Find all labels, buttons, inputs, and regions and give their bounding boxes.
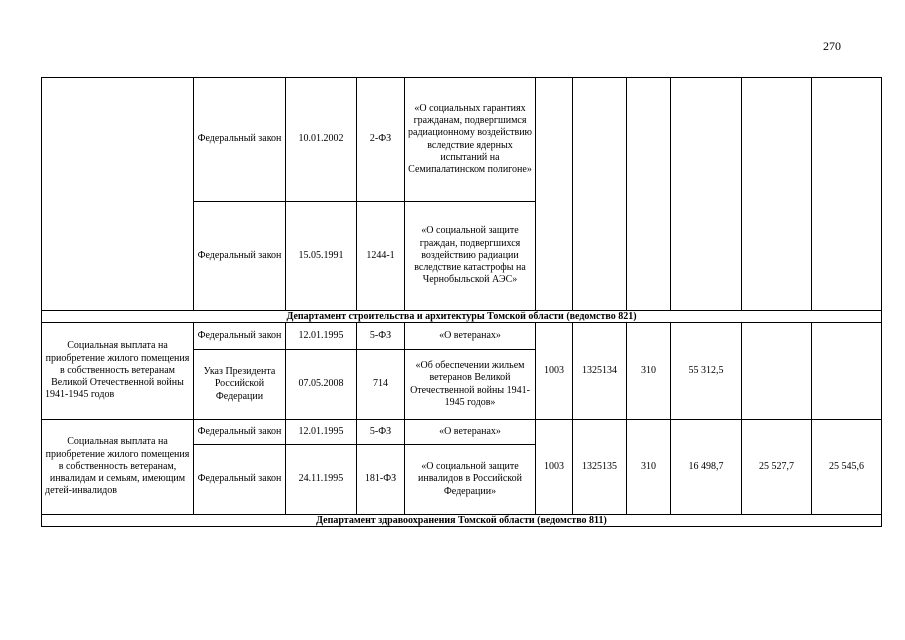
number-cell: 1244-1 — [357, 202, 405, 311]
page-number: 270 — [823, 39, 841, 53]
description-text: Социальная выплата на приобретение жилого помещения в собственность ветеранам Великой Отечественной войны 1941-1945 годов — [45, 340, 190, 401]
doc-type-cell: Федеральный закон — [194, 78, 286, 202]
number-cell: 181-ФЗ — [357, 445, 405, 515]
target-cell: 1325135 — [573, 420, 627, 515]
sum3-cell — [812, 78, 882, 311]
section-cell: 1003 — [536, 323, 573, 420]
sum3-cell: 25 545,6 — [812, 420, 882, 515]
target-cell: 1325134 — [573, 323, 627, 420]
date-cell: 10.01.2002 — [286, 78, 357, 202]
doc-type-cell: Федеральный закон — [194, 445, 286, 515]
sum2-cell — [742, 78, 812, 311]
number-cell: 714 — [357, 350, 405, 420]
number-cell: 2-ФЗ — [357, 78, 405, 202]
budget-table — [41, 77, 882, 527]
title-cell: «О социальных гарантиях гражданам, подвергшимся радиационному воздействию вследствие ядерных испытаний на Семипалатинском полигоне» — [405, 78, 536, 202]
section-cell — [536, 78, 573, 311]
department-heading: Департамент здравоохранения Томской области (ведомство 811) — [42, 515, 882, 527]
section-cell: 1003 — [536, 420, 573, 515]
date-cell: 24.11.1995 — [286, 445, 357, 515]
doc-type-cell: Федеральный закон — [194, 420, 286, 445]
target-cell — [573, 78, 627, 311]
title-cell: «О социальной защите инвалидов в Российской Федерации» — [405, 445, 536, 515]
table-row — [42, 420, 882, 445]
kind-cell: 310 — [627, 420, 671, 515]
department-row — [42, 515, 882, 527]
doc-type-cell: Федеральный закон — [194, 202, 286, 311]
description-cell — [42, 78, 194, 311]
date-cell: 07.05.2008 — [286, 350, 357, 420]
date-cell: 15.05.1991 — [286, 202, 357, 311]
sum1-cell — [671, 78, 742, 311]
sum2-cell: 25 527,7 — [742, 420, 812, 515]
sum1-cell: 55 312,5 — [671, 323, 742, 420]
number-cell: 5-ФЗ — [357, 420, 405, 445]
kind-cell — [627, 78, 671, 311]
date-cell: 12.01.1995 — [286, 323, 357, 350]
title-cell: «О ветеранах» — [405, 420, 536, 445]
table-row — [42, 78, 882, 202]
number-cell: 5-ФЗ — [357, 323, 405, 350]
description-cell — [42, 420, 194, 515]
title-cell: «О социальной защите граждан, подвергшихся воздействию радиации вследствие катастрофы на Чернобыльской АЭС» — [405, 202, 536, 311]
description-text: Социальная выплата на приобретение жилого помещения в собственность ветеранам, инвалидам и семьям, имеющим детей-инвалидов — [45, 436, 190, 497]
kind-cell: 310 — [627, 323, 671, 420]
doc-type-cell: Федеральный закон — [194, 323, 286, 350]
department-heading: Департамент строительства и архитектуры Томской области (ведомство 821) — [42, 311, 882, 323]
sum3-cell — [812, 323, 882, 420]
title-cell: «Об обеспечении жильем ветеранов Великой Отечественной войны 1941-1945 годов» — [405, 350, 536, 420]
description-cell — [42, 323, 194, 420]
table-row — [42, 323, 882, 350]
title-cell: «О ветеранах» — [405, 323, 536, 350]
sum1-cell: 16 498,7 — [671, 420, 742, 515]
sum2-cell — [742, 323, 812, 420]
date-cell: 12.01.1995 — [286, 420, 357, 445]
department-row — [42, 311, 882, 323]
doc-type-cell: Указ Президента Российской Федерации — [194, 350, 286, 420]
